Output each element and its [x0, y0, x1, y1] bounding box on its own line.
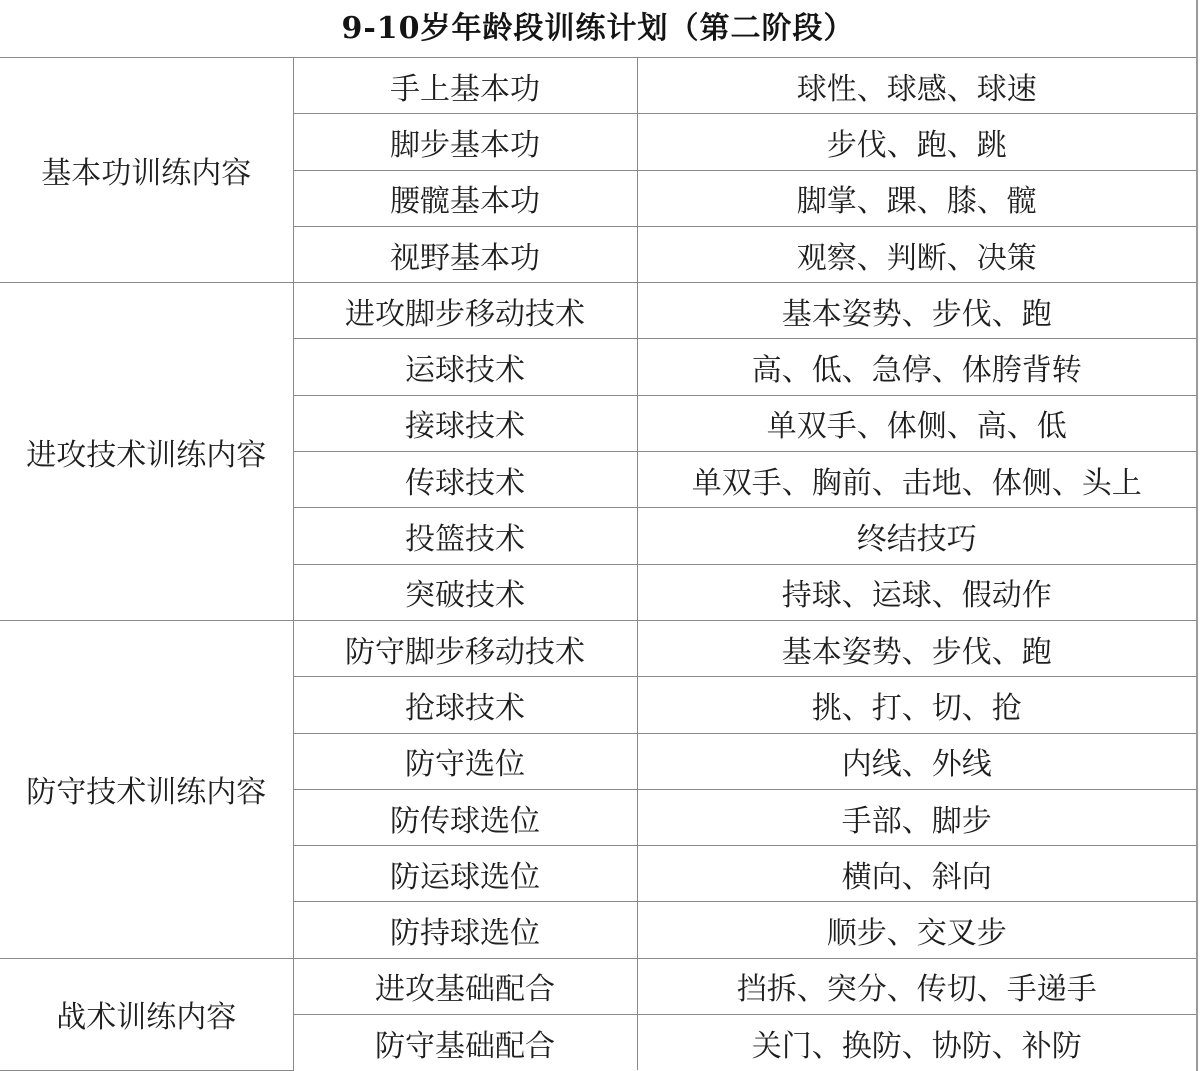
training-content-cell: 关门、换防、协防、补防 — [637, 1015, 1196, 1071]
training-content-cell: 横向、斜向 — [637, 846, 1196, 902]
training-item-cell: 手上基本功 — [293, 58, 637, 114]
category-cell: 基本功训练内容 — [0, 58, 293, 283]
training-item-cell: 腰髋基本功 — [293, 170, 637, 226]
training-content-cell: 单双手、胸前、击地、体侧、头上 — [637, 452, 1196, 508]
training-content-cell: 顺步、交叉步 — [637, 902, 1196, 958]
category-cell: 防守技术训练内容 — [0, 620, 293, 958]
training-item-cell: 突破技术 — [293, 564, 637, 620]
training-item-cell: 进攻基础配合 — [293, 958, 637, 1014]
training-plan-body — [0, 58, 1196, 1070]
training-item-cell: 运球技术 — [293, 339, 637, 395]
training-item-cell: 投篮技术 — [293, 508, 637, 564]
training-content-cell: 步伐、跑、跳 — [637, 114, 1196, 170]
table-row — [0, 58, 1196, 114]
training-content-cell: 持球、运球、假动作 — [637, 564, 1196, 620]
training-item-cell: 脚步基本功 — [293, 114, 637, 170]
training-item-cell: 防持球选位 — [293, 902, 637, 958]
category-cell: 进攻技术训练内容 — [0, 283, 293, 621]
training-content-cell: 内线、外线 — [637, 733, 1196, 789]
table-row — [0, 958, 1196, 1014]
training-item-cell: 防守选位 — [293, 733, 637, 789]
training-plan-table — [0, 58, 1196, 1071]
training-item-cell: 进攻脚步移动技术 — [293, 283, 637, 339]
training-content-cell: 脚掌、踝、膝、髋 — [637, 170, 1196, 226]
training-content-cell: 基本姿势、步伐、跑 — [637, 620, 1196, 676]
training-content-cell: 终结技巧 — [637, 508, 1196, 564]
training-item-cell: 防运球选位 — [293, 846, 637, 902]
training-content-cell: 观察、判断、决策 — [637, 226, 1196, 282]
training-item-cell: 防守基础配合 — [293, 1015, 637, 1071]
training-item-cell: 防传球选位 — [293, 789, 637, 845]
table-row — [0, 283, 1196, 339]
training-content-cell: 手部、脚步 — [637, 789, 1196, 845]
training-content-cell: 挑、打、切、抢 — [637, 677, 1196, 733]
training-item-cell: 接球技术 — [293, 395, 637, 451]
category-cell: 战术训练内容 — [0, 958, 293, 1070]
training-content-cell: 高、低、急停、体胯背转 — [637, 339, 1196, 395]
table-row — [0, 620, 1196, 676]
training-item-cell: 防守脚步移动技术 — [293, 620, 637, 676]
training-item-cell: 视野基本功 — [293, 226, 637, 282]
training-content-cell: 球性、球感、球速 — [637, 58, 1196, 114]
page-title: 9-10岁年龄段训练计划（第二阶段） — [0, 0, 1196, 58]
training-content-cell: 单双手、体侧、高、低 — [637, 395, 1196, 451]
training-item-cell: 抢球技术 — [293, 677, 637, 733]
training-content-cell: 基本姿势、步伐、跑 — [637, 283, 1196, 339]
training-content-cell: 挡拆、突分、传切、手递手 — [637, 958, 1196, 1014]
training-item-cell: 传球技术 — [293, 452, 637, 508]
